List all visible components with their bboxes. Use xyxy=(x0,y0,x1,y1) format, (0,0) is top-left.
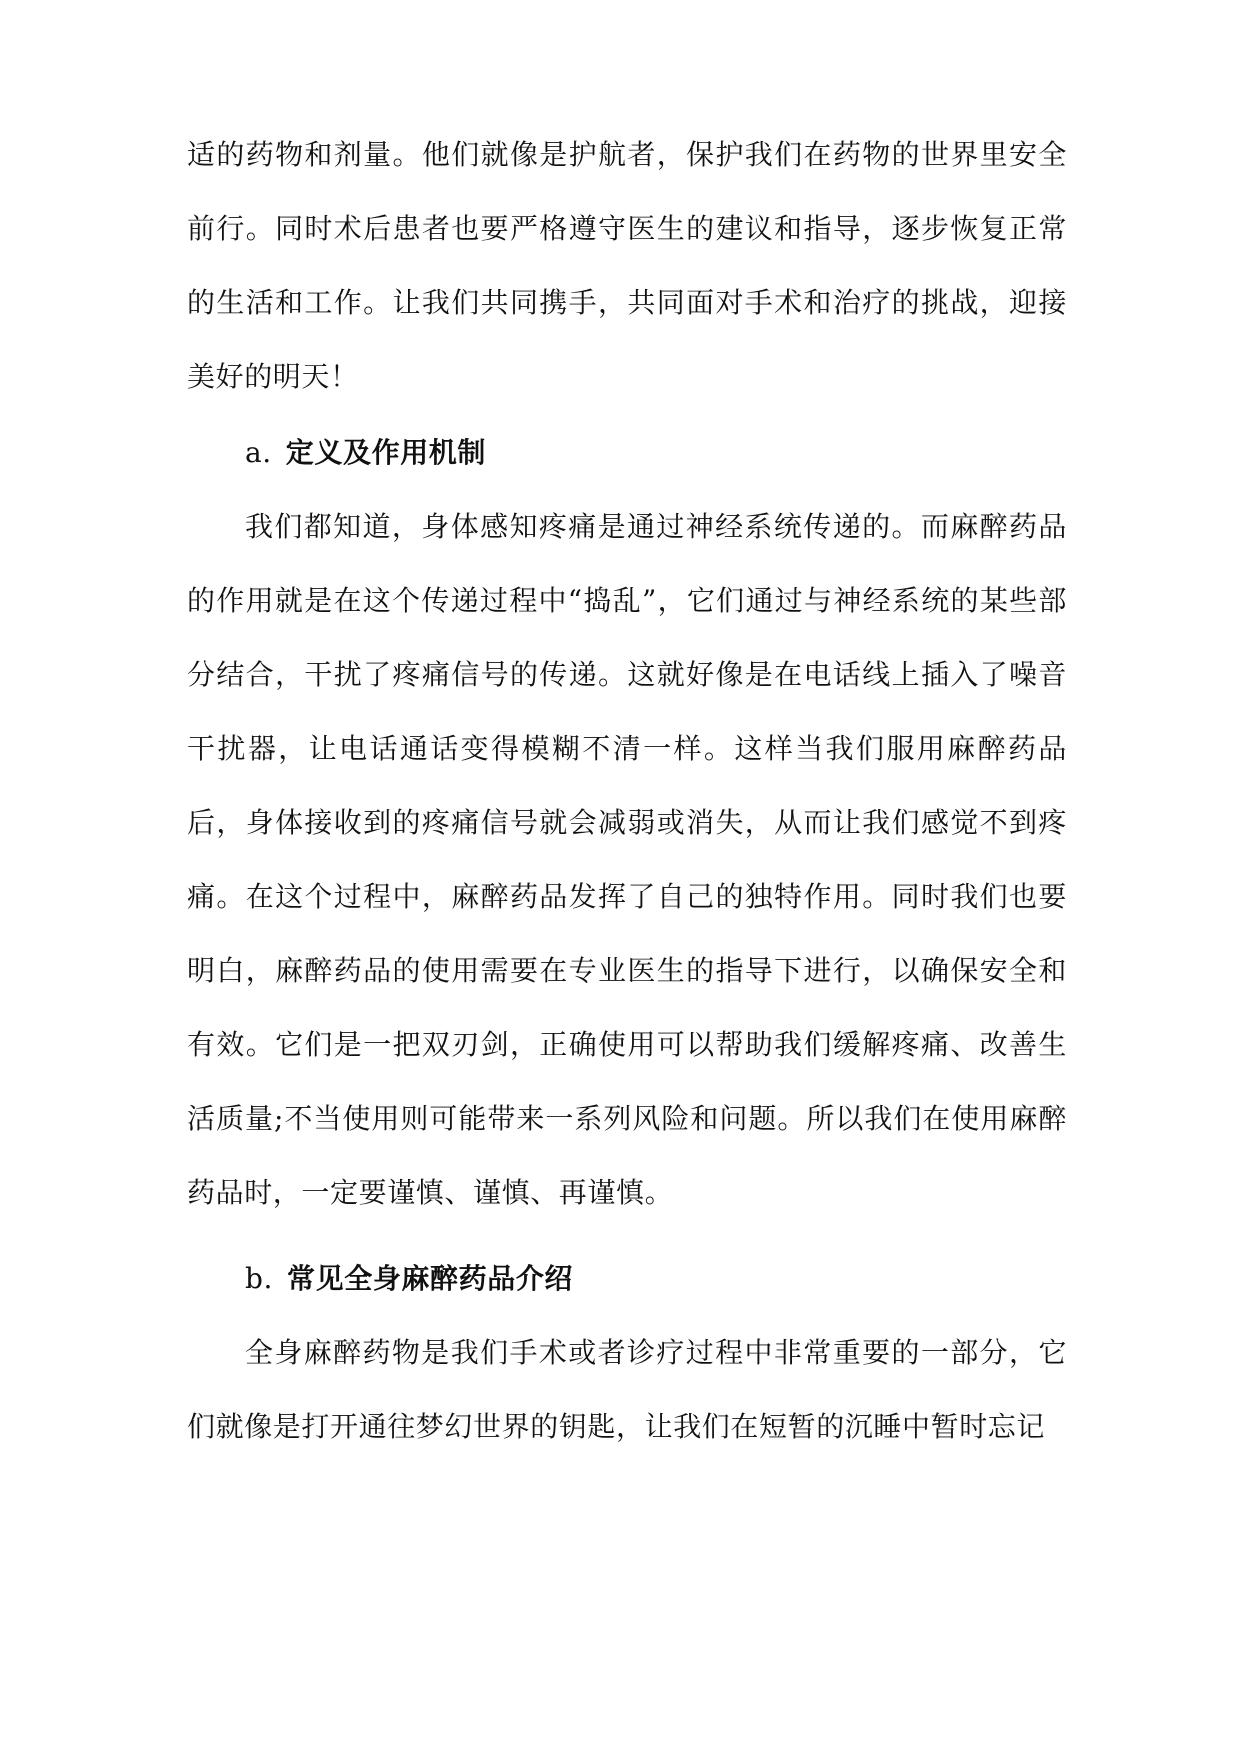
section-a xyxy=(187,416,1067,1230)
intro-paragraph: 适的药物和剂量。他们就像是护航者，保护我们在药物的世界里安全前行。同时术后患者也要严格遵守医生的建议和指导，逐步恢复正常的生活和工作。让我们共同携手，共同面对手术和治疗的挑战，迎接美好的明天！ xyxy=(187,138,1067,393)
intro-block xyxy=(187,118,1067,414)
section-heading-a xyxy=(187,416,1067,490)
section-heading-b xyxy=(187,1242,1067,1316)
section-title-a: 定义及作用机制 xyxy=(285,436,486,469)
section-marker-a: a. xyxy=(245,436,272,469)
section-marker-b: b. xyxy=(245,1262,274,1295)
section-title-b: 常见全身麻醉药品介绍 xyxy=(287,1262,574,1295)
section-paragraph-a: 我们都知道，身体感知疼痛是通过神经系统传递的。而麻醉药品的作用就是在这个传递过程中“捣乱”，它们通过与神经系统的某些部分结合，干扰了疼痛信号的传递。这就好像是在电话线上插入了噪音干扰器，让电话通话变得模糊不清一样。这样当我们服用麻醉药品后，身体接收到的疼痛信号就会减弱或消失，从而让我们感觉不到疼痛。在这个过程中，麻醉药品发挥了自己的独特作用。同时我们也要明白，麻醉药品的使用需要在专业医生的指导下进行，以确保安全和有效。它们是一把双刃剑，正确使用可以帮助我们缓解疼痛、改善生活质量;不当使用则可能带来一系列风险和问题。所以我们在使用麻醉药品时，一定要谨慎、谨慎、再谨慎。 xyxy=(187,510,1067,1209)
section-b xyxy=(187,1242,1067,1464)
section-paragraph-b: 全身麻醉药物是我们手术或者诊疗过程中非常重要的一部分，它们就像是打开通往梦幻世界的钥匙，让我们在短暂的沉睡中暂时忘记 xyxy=(187,1336,1067,1443)
